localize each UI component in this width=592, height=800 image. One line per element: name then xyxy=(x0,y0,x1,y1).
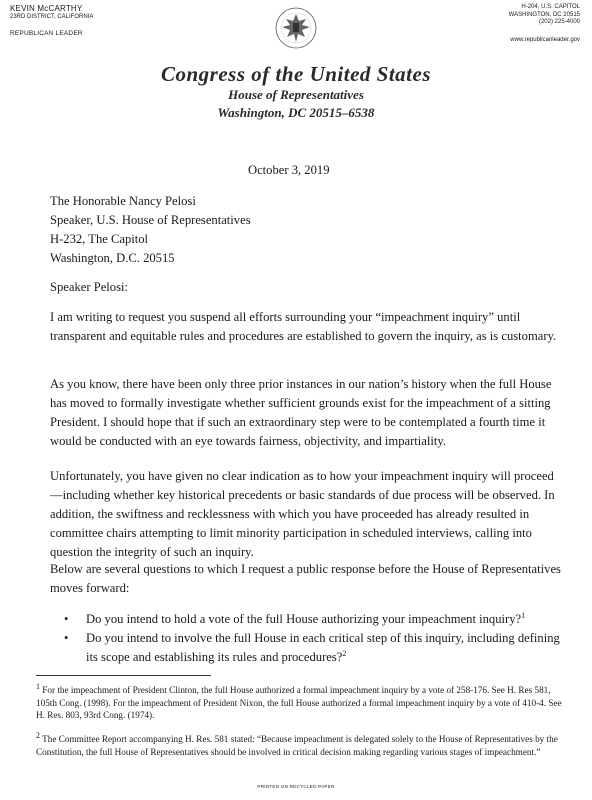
letterhead-right xyxy=(509,4,580,44)
footnote-number: 2 xyxy=(36,730,40,740)
house-seal-icon xyxy=(274,6,318,50)
footnote xyxy=(36,730,564,758)
question-item xyxy=(64,610,564,629)
recipient-address xyxy=(50,192,251,268)
footnote-number: 1 xyxy=(36,681,40,691)
letter-date: October 3, 2019 xyxy=(248,163,330,177)
address-line: The Honorable Nancy Pelosi xyxy=(50,194,196,208)
body-paragraph: Unfortunately, you have given no clear indication as to how your impeachment inquiry will proceed—including whether key historical precedents or basic standards of due process will be observed. In addition, the swiftness and recklessness with which you have proceeded has already resulted in committee chairs attempting to limit minority participation in scheduled interviews, calling into question the integrity of such an inquiry. xyxy=(50,469,555,559)
house-title: House of Representatives xyxy=(228,87,364,102)
question-text: Do you intend to involve the full House in each critical step of this inquiry, including defining its scope and establishing its rules and procedures? xyxy=(86,631,560,664)
footnote-divider xyxy=(36,675,211,676)
address-line: Washington, D.C. 20515 xyxy=(50,251,175,265)
salutation: Speaker Pelosi: xyxy=(50,280,128,294)
letterhead-heading xyxy=(0,62,592,121)
office-address: H-204, U.S. CAPITOL xyxy=(521,4,580,10)
question-list xyxy=(64,610,564,667)
footnote-text: For the impeachment of President Clinton, the full House authorized a formal impeachment inquiry by a vote of 258-176. See H. Res 581, 105th Cong. (1998). For the impeachment of President Nixon, the full House authorized a formal impeachment inquiry by a vote of 410-4. See H. Res. 803, 93rd Cong. (1974). xyxy=(36,685,562,720)
body-paragraph: As you know, there have been only three prior instances in our nation’s history when the full House has moved to formally investigate whether sufficient grounds exist for the impeachment of a sitting President. I should hope that if such an extraordinary step were to be contemplated a fourth time it would be conducted with an eye towards fairness, objectivity, and impartiality. xyxy=(50,377,552,448)
footnote-ref[interactable]: 1 xyxy=(521,610,526,620)
footnote-text: The Committee Report accompanying H. Res. 581 stated: “Because impeachment is delegated solely to the House of Representatives by the Constitution, the full House of Representatives should be involved in critical decision making regarding various stages of impeachment.” xyxy=(36,734,558,757)
address-line: H-232, The Capitol xyxy=(50,232,149,246)
office-city: WASHINGTON, DC 20515 xyxy=(508,11,580,18)
website-link[interactable]: www.republicanleader.gov xyxy=(510,36,580,43)
city-title: Washington, DC 20515–6538 xyxy=(217,105,375,120)
question-text: Do you intend to hold a vote of the full House authorizing your impeachment inquiry? xyxy=(86,612,522,626)
member-name: KEVIN McCARTHY xyxy=(10,4,83,13)
letterhead-left xyxy=(10,4,93,38)
footnote xyxy=(36,681,564,722)
congress-title: Congress of the United States xyxy=(160,62,432,86)
printed-note: PRINTED ON RECYCLED PAPER xyxy=(257,784,335,789)
body-paragraph: I am writing to request you suspend all efforts surrounding your “impeachment inquiry” until transparent and equitable rules and procedures are established to govern the inquiry, as is customary. xyxy=(50,310,557,343)
body-paragraph: Below are several questions to which I request a public response before the House of Representatives moves forward: xyxy=(50,562,561,595)
footnote-ref[interactable]: 2 xyxy=(342,648,347,658)
address-line: Speaker, U.S. House of Representatives xyxy=(50,213,251,227)
question-item xyxy=(64,629,564,667)
member-district: 23RD DISTRICT, CALIFORNIA xyxy=(10,14,94,20)
office-phone: (202) 225-4000 xyxy=(538,19,580,25)
member-title: REPUBLICAN LEADER xyxy=(10,29,83,37)
